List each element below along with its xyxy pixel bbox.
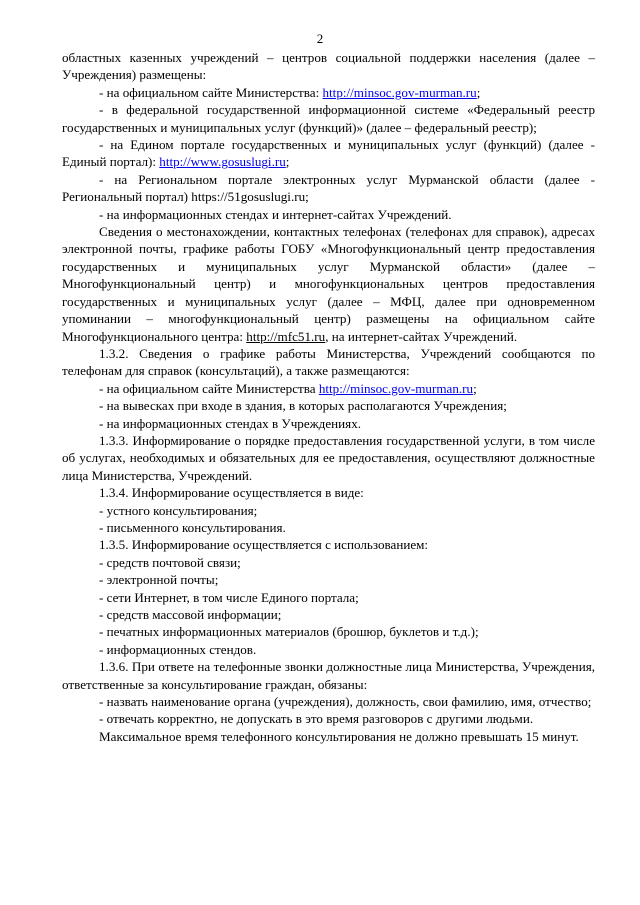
paragraph-text: - в федеральной государственной информационной системе «Федеральный реестр государственных и муниципальных услуг (функций)» (далее – федеральный реестр); bbox=[62, 102, 595, 135]
paragraph bbox=[62, 432, 595, 484]
paragraph bbox=[62, 589, 595, 606]
paragraph bbox=[62, 345, 595, 380]
paragraph bbox=[62, 519, 595, 536]
paragraph bbox=[62, 206, 595, 223]
paragraph-text: ; bbox=[473, 380, 477, 396]
paragraph-text: - на Едином портале государственных и муниципальных услуг (функций) (далее - Единый портал): bbox=[62, 137, 595, 170]
paragraph-text: - письменного консультирования. bbox=[99, 519, 286, 535]
paragraph-text: - на Региональном портале электронных услуг Мурманской области (далее - Региональный портал) https://51gosuslugi.ru; bbox=[62, 171, 595, 205]
paragraph bbox=[62, 484, 595, 501]
paragraph-text: ; bbox=[285, 154, 290, 170]
paragraph bbox=[62, 136, 595, 171]
paragraph bbox=[62, 49, 595, 84]
paragraph bbox=[62, 223, 595, 345]
paragraph-text: - на официальном сайте Министерства bbox=[99, 380, 319, 396]
paragraph-text: областных казенных учреждений – центров социальной поддержки населения (далее – Учреждения) размещены: bbox=[62, 50, 595, 83]
paragraph bbox=[62, 171, 595, 206]
paragraph bbox=[62, 554, 595, 571]
paragraph-text: Сведения о местонахождении, контактных телефонах (телефонах для справок), адресах электронной почты, графике работы ГОБУ «Многофункциональный центр предоставления государственных и муниципальных услуг Мурманской области» (далее – Многофункциональный центр) и многофункциональных центров предоставления государственных и муниципальных услуг (далее – МФЦ, далее при одновременном упоминании – многофункциональный центр) размещены на официальном сайте Многофункционального центра: bbox=[62, 224, 595, 344]
paragraph-text: - электронной почты; bbox=[99, 572, 219, 588]
paragraph-text: - на вывесках при входе в здания, в которых располагаются Учреждения; bbox=[99, 398, 507, 414]
paragraph bbox=[62, 397, 595, 414]
paragraph bbox=[62, 606, 595, 623]
paragraph-text: - средств почтовой связи; bbox=[99, 554, 241, 570]
paragraph bbox=[62, 502, 595, 519]
paragraph bbox=[62, 536, 595, 553]
paragraph bbox=[62, 658, 595, 693]
paragraph bbox=[62, 415, 595, 432]
hyperlink[interactable]: http://minsoc.gov-murman.ru bbox=[322, 84, 477, 100]
paragraph-text: Максимальное время телефонного консультирования не должно превышать 15 минут. bbox=[99, 728, 579, 744]
paragraph-text: 1.3.4. Информирование осуществляется в виде: bbox=[99, 485, 364, 501]
paragraph-text: - отвечать корректно, не допускать в это время разговоров с другими людьми. bbox=[99, 711, 534, 727]
hyperlink[interactable]: http://www.gosuslugi.ru bbox=[159, 154, 286, 170]
paragraph bbox=[62, 710, 595, 727]
paragraph bbox=[62, 380, 595, 397]
paragraph-text: 1.3.3. Информирование о порядке предоставления государственной услуги, в том числе об услугах, необходимых и обязательных для ее предоставления, осуществляют должностные лица Министерства, Учреждений. bbox=[62, 432, 595, 483]
document-body bbox=[62, 49, 595, 745]
hyperlink[interactable]: http://mfc51.ru bbox=[246, 328, 326, 344]
paragraph bbox=[62, 571, 595, 588]
paragraph-text: 1.3.5. Информирование осуществляется с использованием: bbox=[99, 537, 429, 553]
paragraph-text: - информационных стендов. bbox=[99, 641, 257, 657]
paragraph bbox=[62, 641, 595, 658]
paragraph-text: , на интернет-сайтах Учреждений. bbox=[325, 328, 518, 344]
paragraph bbox=[62, 728, 595, 745]
paragraph-text: - печатных информационных материалов (брошюр, буклетов и т.д.); bbox=[99, 624, 479, 640]
hyperlink[interactable]: http://minsoc.gov-murman.ru bbox=[318, 380, 474, 396]
paragraph bbox=[62, 693, 595, 710]
paragraph-text: ; bbox=[476, 84, 481, 100]
paragraph-text: - на официальном сайте Министерства: bbox=[99, 84, 323, 100]
paragraph-text: - устного консультирования; bbox=[99, 502, 258, 518]
paragraph-text: - на информационных стендах и интернет-сайтах Учреждений. bbox=[99, 206, 452, 222]
paragraph-text: 1.3.6. При ответе на телефонные звонки должностные лица Министерства, Учреждения, ответственные за консультирование граждан, обязаны: bbox=[62, 659, 595, 692]
paragraph bbox=[62, 84, 595, 101]
paragraph-text: - средств массовой информации; bbox=[99, 607, 282, 622]
paragraph-text: - на информационных стендах в Учреждениях. bbox=[99, 415, 362, 431]
paragraph-text: 1.3.2. Сведения о графике работы Министерства, Учреждений сообщаются по телефонам для справок (консультаций), а также размещаются: bbox=[62, 345, 595, 379]
page-number: 2 bbox=[316, 31, 324, 46]
paragraph-text: - сети Интернет, в том числе Единого портала; bbox=[99, 589, 359, 605]
paragraph bbox=[62, 623, 595, 640]
paragraph bbox=[62, 101, 595, 136]
paragraph-text: - назвать наименование органа (учреждения), должность, свои фамилию, имя, отчество; bbox=[99, 694, 592, 710]
